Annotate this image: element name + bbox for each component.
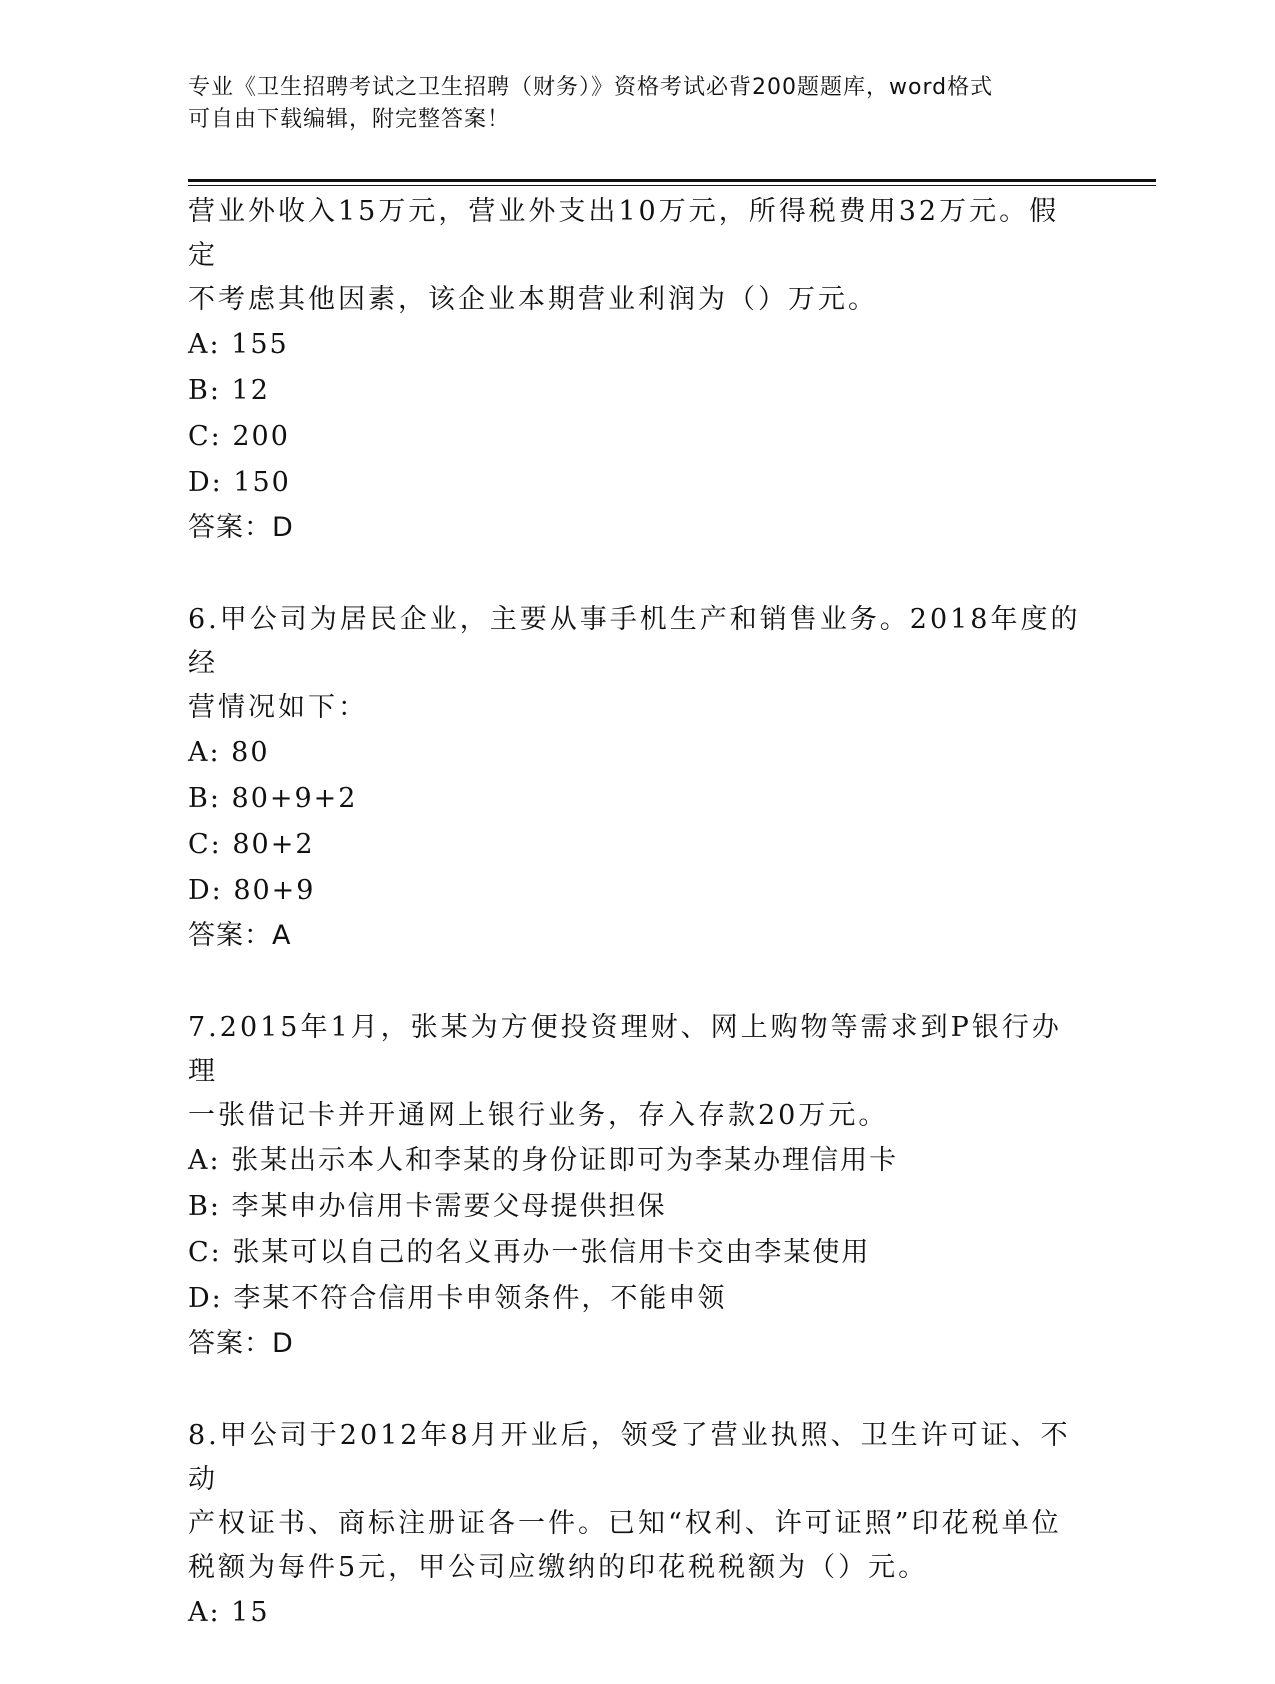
question-text-line: 7.2015年1月，张某为方便投资理财、网上购物等需求到P银行办理 <box>188 1012 1062 1087</box>
option-a: A: 155 <box>188 329 289 360</box>
option-c: C: 80+2 <box>188 829 315 860</box>
page-header <box>188 72 1068 136</box>
header-rule-thin <box>188 185 1156 186</box>
option-c: C: 张某可以自己的名义再办一张信用卡交由李某使用 <box>188 1237 871 1268</box>
question-text-line: 不考虑其他因素，该企业本期营业利润为（）万元。 <box>188 284 878 315</box>
question-7 <box>188 1006 1088 1366</box>
option-d: D: 80+9 <box>188 875 316 906</box>
answer: 答案：D <box>188 1328 294 1359</box>
question-text-line: 6.甲公司为居民企业，主要从事手机生产和销售业务。2018年度的经 <box>188 604 1081 679</box>
option-a: A: 15 <box>188 1597 270 1628</box>
question-list <box>188 190 1088 1684</box>
question-8 <box>188 1414 1088 1636</box>
option-a: A: 80 <box>188 737 270 768</box>
question-6 <box>188 598 1088 958</box>
question-5-continued <box>188 190 1088 550</box>
option-a: A: 张某出示本人和李某的身份证即可为李某办理信用卡 <box>188 1145 899 1176</box>
header-line-2: 可自由下载编辑，附完整答案！ <box>188 107 511 132</box>
question-text-line: 产权证书、商标注册证各一件。已知“权利、许可证照”印花税单位 <box>188 1508 1062 1539</box>
option-b: B: 12 <box>188 375 270 406</box>
header-rule-thick <box>188 179 1156 182</box>
header-line-1: 专业《卫生招聘考试之卫生招聘（财务）》资格考试必背200题题库，word格式 <box>188 75 994 100</box>
option-d: D: 李某不符合信用卡申领条件，不能申领 <box>188 1283 727 1314</box>
option-b: B: 李某申办信用卡需要父母提供担保 <box>188 1191 667 1222</box>
option-d: D: 150 <box>188 467 291 498</box>
question-text-line: 8.甲公司于2012年8月开业后，领受了营业执照、卫生许可证、不动 <box>188 1420 1071 1495</box>
question-text-line: 营业外收入15万元，营业外支出10万元，所得税费用32万元。假定 <box>188 196 1060 271</box>
option-b: B: 80+9+2 <box>188 783 358 814</box>
answer: 答案：D <box>188 512 294 543</box>
answer: 答案：A <box>188 920 292 951</box>
option-c: C: 200 <box>188 421 290 452</box>
question-text-line: 营情况如下： <box>188 692 368 723</box>
question-text-line: 税额为每件5元，甲公司应缴纳的印花税税额为（）元。 <box>188 1552 929 1583</box>
question-text-line: 一张借记卡并开通网上银行业务，存入存款20万元。 <box>188 1100 889 1131</box>
